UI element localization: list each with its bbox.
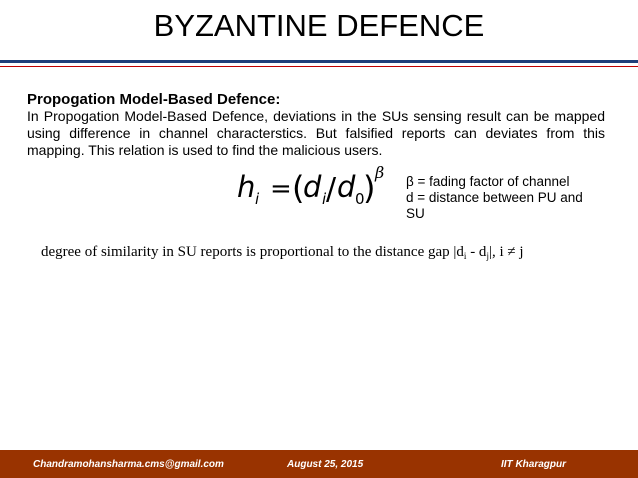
formula-h: h <box>237 170 256 204</box>
formula-d-sub-i: i <box>322 190 327 208</box>
similarity-sub-j: j <box>486 251 489 261</box>
similarity-text: degree of similarity in SU reports is proportional to the distance gap |d <box>41 244 464 260</box>
footer-bar <box>0 450 638 478</box>
similarity-mid: - d <box>466 244 487 260</box>
formula-sub-i: i <box>255 190 260 208</box>
formula-d-i: d <box>303 170 322 204</box>
formula-left-paren: ( <box>292 169 305 207</box>
formula-equals: = <box>270 174 292 204</box>
section-paragraph: In Propogation Model-Based Defence, deviations in the SUs sensing result can be mapped using difference in channel characterstics. But falsified reports can deviates from this mapping. This relation is used to find the malicious users. <box>27 108 605 158</box>
section-heading: Propogation Model-Based Defence: <box>27 91 281 108</box>
formula <box>236 163 386 216</box>
formula-exponent-beta: β <box>375 163 385 182</box>
slide-title: BYZANTINE DEFENCE <box>153 8 485 43</box>
footer-date: August 25, 2015 <box>287 459 364 470</box>
formula-d-0: d <box>337 170 356 204</box>
title-divider <box>0 60 638 63</box>
similarity-sub-i: i <box>463 251 467 261</box>
title-divider-accent <box>0 66 638 67</box>
formula-graphic <box>236 163 386 216</box>
legend-d: d = distance between PU and <box>406 190 583 205</box>
similarity-statement <box>41 244 524 261</box>
similarity-end: |, i ≠ j <box>488 244 524 260</box>
legend-beta: β = fading factor of channel <box>406 174 570 189</box>
legend-d-cont: SU <box>406 206 425 221</box>
footer-institution: IIT Kharagpur <box>501 459 567 470</box>
footer-email: Chandramohansharma.cms@gmail.com <box>33 459 224 470</box>
formula-legend <box>406 174 583 222</box>
formula-slash: / <box>326 172 337 207</box>
formula-sub-zero: 0 <box>355 190 365 208</box>
formula-right-paren: ) <box>363 169 376 207</box>
